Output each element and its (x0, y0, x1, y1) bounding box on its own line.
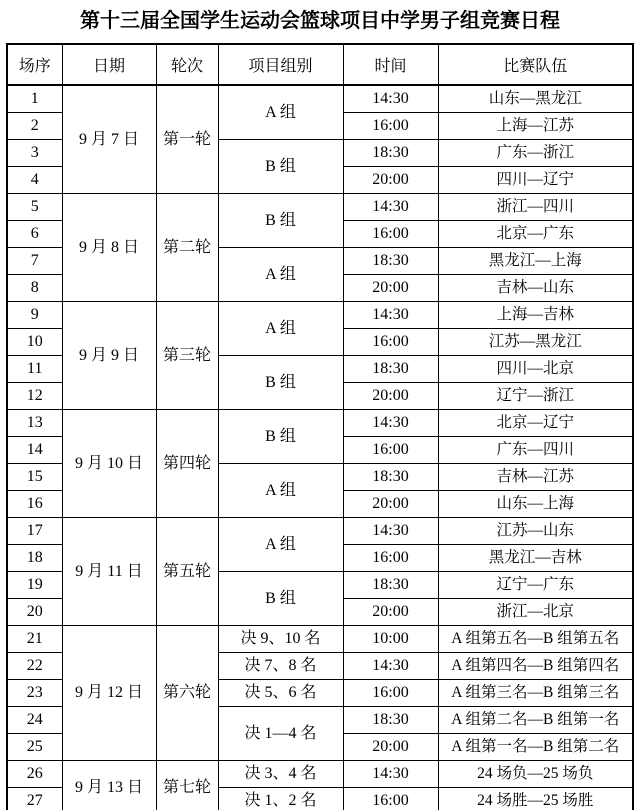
teams-cell: 广东—四川 (438, 437, 633, 464)
match-number-cell: 23 (7, 680, 62, 707)
match-number-cell: 11 (7, 356, 62, 383)
table-row (7, 194, 633, 221)
teams-cell: 浙江—四川 (438, 194, 633, 221)
teams-cell: 24 场胜—25 场胜 (438, 788, 633, 810)
match-number-cell: 9 (7, 302, 62, 329)
table-row (7, 410, 633, 437)
date-cell: 9 月 11 日 (62, 518, 156, 626)
teams-cell: A 组第五名—B 组第五名 (438, 626, 633, 653)
time-cell: 14:30 (343, 85, 438, 113)
match-number-cell: 26 (7, 761, 62, 788)
teams-cell: 24 场负—25 场负 (438, 761, 633, 788)
match-number-cell: 19 (7, 572, 62, 599)
group-cell: 决 1—4 名 (218, 707, 343, 761)
teams-cell: 吉林—江苏 (438, 464, 633, 491)
time-cell: 18:30 (343, 707, 438, 734)
time-cell: 18:30 (343, 356, 438, 383)
teams-cell: 江苏—黑龙江 (438, 329, 633, 356)
header-cell-round: 轮次 (156, 44, 218, 85)
round-cell: 第一轮 (156, 85, 218, 194)
match-number-cell: 8 (7, 275, 62, 302)
round-cell: 第七轮 (156, 761, 218, 810)
round-cell: 第三轮 (156, 302, 218, 410)
table-header (7, 44, 633, 85)
match-number-cell: 15 (7, 464, 62, 491)
group-cell: B 组 (218, 140, 343, 194)
date-cell: 9 月 12 日 (62, 626, 156, 761)
teams-cell: A 组第一名—B 组第二名 (438, 734, 633, 761)
group-cell: A 组 (218, 302, 343, 356)
header-cell-teams: 比赛队伍 (438, 44, 633, 85)
match-number-cell: 27 (7, 788, 62, 810)
time-cell: 16:00 (343, 437, 438, 464)
match-number-cell: 6 (7, 221, 62, 248)
round-cell: 第四轮 (156, 410, 218, 518)
schedule-table (6, 43, 634, 810)
teams-cell: 上海—吉林 (438, 302, 633, 329)
header-row (7, 44, 633, 85)
match-number-cell: 25 (7, 734, 62, 761)
teams-cell: 黑龙江—吉林 (438, 545, 633, 572)
time-cell: 16:00 (343, 113, 438, 140)
date-cell: 9 月 13 日 (62, 761, 156, 810)
date-cell: 9 月 10 日 (62, 410, 156, 518)
time-cell: 20:00 (343, 734, 438, 761)
teams-cell: 辽宁—浙江 (438, 383, 633, 410)
match-number-cell: 10 (7, 329, 62, 356)
time-cell: 18:30 (343, 140, 438, 167)
group-cell: B 组 (218, 572, 343, 626)
match-number-cell: 3 (7, 140, 62, 167)
table-row (7, 302, 633, 329)
match-number-cell: 17 (7, 518, 62, 545)
time-cell: 20:00 (343, 275, 438, 302)
group-cell: 决 1、2 名 (218, 788, 343, 810)
teams-cell: 山东—上海 (438, 491, 633, 518)
group-cell: B 组 (218, 410, 343, 464)
time-cell: 20:00 (343, 599, 438, 626)
time-cell: 10:00 (343, 626, 438, 653)
teams-cell: A 组第四名—B 组第四名 (438, 653, 633, 680)
time-cell: 14:30 (343, 410, 438, 437)
group-cell: B 组 (218, 194, 343, 248)
group-cell: B 组 (218, 356, 343, 410)
group-cell: 决 5、6 名 (218, 680, 343, 707)
teams-cell: 浙江—北京 (438, 599, 633, 626)
teams-cell: 吉林—山东 (438, 275, 633, 302)
match-number-cell: 18 (7, 545, 62, 572)
teams-cell: 四川—辽宁 (438, 167, 633, 194)
time-cell: 20:00 (343, 491, 438, 518)
match-number-cell: 5 (7, 194, 62, 221)
time-cell: 18:30 (343, 572, 438, 599)
match-number-cell: 13 (7, 410, 62, 437)
time-cell: 14:30 (343, 761, 438, 788)
time-cell: 16:00 (343, 788, 438, 810)
time-cell: 20:00 (343, 383, 438, 410)
match-number-cell: 7 (7, 248, 62, 275)
table-row (7, 626, 633, 653)
header-cell-date: 日期 (62, 44, 156, 85)
group-cell: A 组 (218, 518, 343, 572)
round-cell: 第二轮 (156, 194, 218, 302)
header-cell-time: 时间 (343, 44, 438, 85)
group-cell: 决 9、10 名 (218, 626, 343, 653)
table-row (7, 761, 633, 788)
time-cell: 20:00 (343, 167, 438, 194)
round-cell: 第六轮 (156, 626, 218, 761)
teams-cell: A 组第三名—B 组第三名 (438, 680, 633, 707)
match-number-cell: 12 (7, 383, 62, 410)
page-title: 第十三届全国学生运动会篮球项目中学男子组竞赛日程 (80, 10, 560, 32)
match-number-cell: 16 (7, 491, 62, 518)
header-cell-group: 项目组别 (218, 44, 343, 85)
group-cell: 决 3、4 名 (218, 761, 343, 788)
time-cell: 14:30 (343, 194, 438, 221)
teams-cell: 上海—江苏 (438, 113, 633, 140)
time-cell: 14:30 (343, 518, 438, 545)
group-cell: 决 7、8 名 (218, 653, 343, 680)
time-cell: 16:00 (343, 329, 438, 356)
teams-cell: 黑龙江—上海 (438, 248, 633, 275)
teams-cell: 辽宁—广东 (438, 572, 633, 599)
match-number-cell: 2 (7, 113, 62, 140)
match-number-cell: 24 (7, 707, 62, 734)
time-cell: 14:30 (343, 302, 438, 329)
time-cell: 16:00 (343, 680, 438, 707)
match-number-cell: 20 (7, 599, 62, 626)
group-cell: A 组 (218, 464, 343, 518)
match-number-cell: 14 (7, 437, 62, 464)
round-cell: 第五轮 (156, 518, 218, 626)
teams-cell: A 组第二名—B 组第一名 (438, 707, 633, 734)
match-number-cell: 4 (7, 167, 62, 194)
teams-cell: 广东—浙江 (438, 140, 633, 167)
header-cell-match-no: 场序 (7, 44, 62, 85)
date-cell: 9 月 8 日 (62, 194, 156, 302)
group-cell: A 组 (218, 85, 343, 140)
teams-cell: 四川—北京 (438, 356, 633, 383)
time-cell: 14:30 (343, 653, 438, 680)
table-body (7, 85, 633, 810)
teams-cell: 北京—辽宁 (438, 410, 633, 437)
time-cell: 18:30 (343, 464, 438, 491)
match-number-cell: 21 (7, 626, 62, 653)
match-number-cell: 1 (7, 85, 62, 113)
time-cell: 18:30 (343, 248, 438, 275)
teams-cell: 山东—黑龙江 (438, 85, 633, 113)
date-cell: 9 月 7 日 (62, 85, 156, 194)
group-cell: A 组 (218, 248, 343, 302)
teams-cell: 江苏—山东 (438, 518, 633, 545)
teams-cell: 北京—广东 (438, 221, 633, 248)
time-cell: 16:00 (343, 221, 438, 248)
table-row (7, 85, 633, 113)
table-row (7, 518, 633, 545)
match-number-cell: 22 (7, 653, 62, 680)
time-cell: 16:00 (343, 545, 438, 572)
date-cell: 9 月 9 日 (62, 302, 156, 410)
